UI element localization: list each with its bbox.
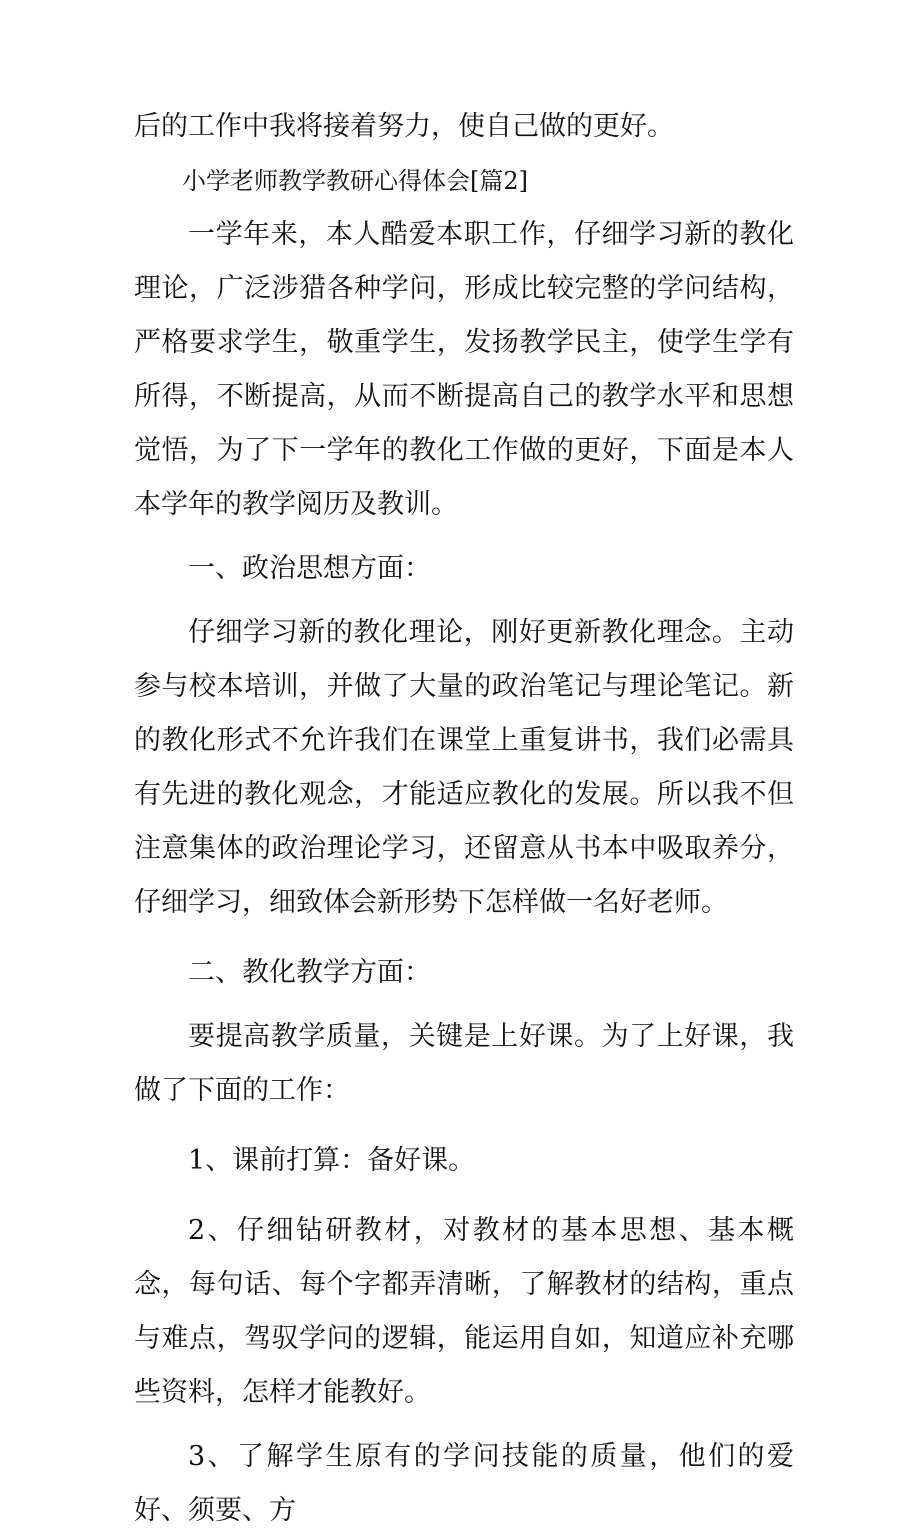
paragraph-teaching: 要提高教学质量，关键是上好课。为了上好课，我做了下面的工作： — [134, 1021, 794, 1106]
list-item-1: 1、课前打算：备好课。 — [188, 1145, 476, 1176]
paragraph-continuation: 后的工作中我将接着努力，使自己做的更好。 — [134, 111, 674, 142]
heading-political-thought: 一、政治思想方面： — [188, 553, 431, 584]
paragraph-political-thought: 仔细学习新的教化理论，刚好更新教化理念。主动参与校本培训，并做了大量的政治笔记与理论笔记。新的教化形式不允许我们在课堂上重复讲书，我们必需具有先进的教化观念，才能适应教化的发展。所以我不但注意集体的政治理论学习，还留意从书本中吸取养分，仔细学习，细致体会新形势下怎样做一名好老师。 — [134, 617, 794, 918]
list-item-2: 2、仔细钻研教材，对教材的基本思想、基本概念，每句话、每个字都弄清晰，了解教材的结构，重点与难点，驾驭学问的逻辑，能运用自如，知道应补充哪些资料，怎样才能教好。 — [134, 1215, 794, 1408]
heading-teaching: 二、教化教学方面： — [188, 957, 431, 988]
section-title: 小学老师教学教研心得体会[篇2] — [182, 167, 528, 195]
paragraph-intro: 一学年来，本人酷爱本职工作，仔细学习新的教化理论，广泛涉猎各种学问，形成比较完整的学问结构，严格要求学生，敬重学生，发扬教学民主，使学生学有所得，不断提高，从而不断提高自己的教学水平和思想觉悟，为了下一学年的教化工作做的更好，下面是本人本学年的教学阅历及教训。 — [134, 219, 794, 520]
list-item-3: 3、了解学生原有的学问技能的质量，他们的爱好、须要、方 — [134, 1441, 794, 1526]
document-body — [134, 100, 794, 1538]
